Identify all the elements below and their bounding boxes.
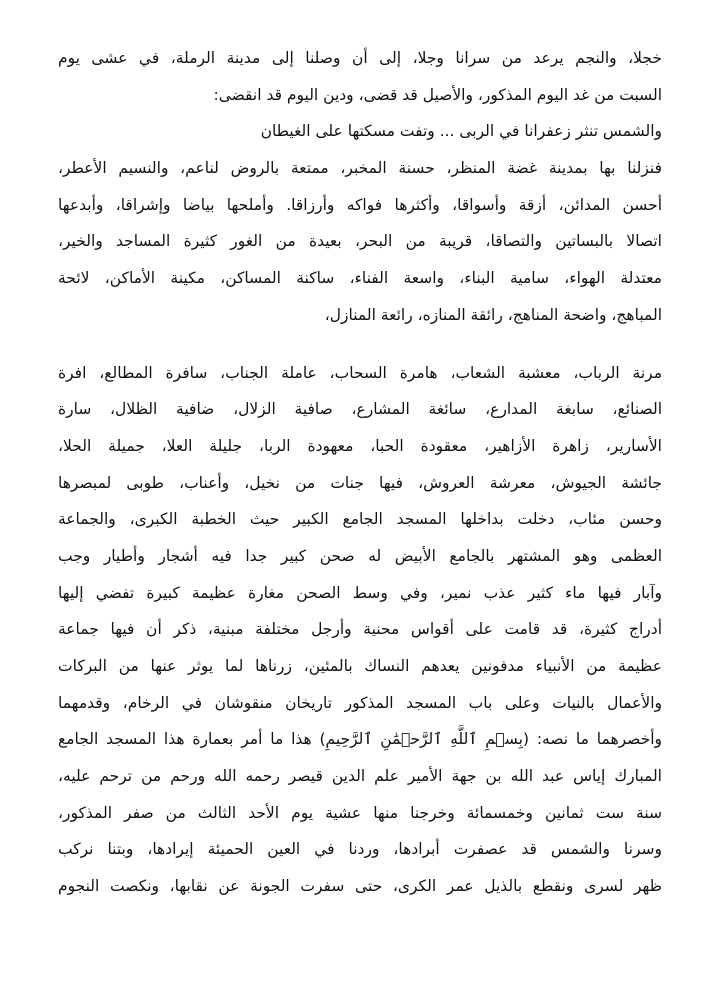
text-line: المبارك إياس عبد الله بن جهة الأمير علم الدين قيصر رحمه الله ورحم من ترحم عليه، bbox=[58, 767, 662, 786]
text-line: ظهر لسرى ونقطع بالذيل عمر الكرى، حتى سفرت الجونة عن نقابها، ونكصت النجوم bbox=[58, 877, 662, 896]
text-line: الأسارير، زاهرة الأزاهير، معقودة الحبا، معهودة الربا، جليلة العلا، جميلة الحلا، bbox=[58, 436, 662, 455]
text-line: جائشة الجيوش، معرشة العروش، فيها جنات من نخيل، وأعناب، طوبى لمبصرها bbox=[58, 473, 662, 492]
text-line: عظيمة من الأنبياء مدفونين يعدهم النساك بالمئين، زرناها لما يوثر عنها من البركات bbox=[58, 657, 662, 675]
paragraph-2 bbox=[58, 355, 662, 905]
text-line: وأخصرهما ما نصه: (بِسۡمِ ٱللَّهِ ٱلرَّحۡمَٰنِ ٱلرَّحِيمِ) هذا ما أمر بعمارة هذا المسجد الجامع bbox=[58, 730, 662, 749]
text-line: مرنة الرباب، معشبة الشعاب، هامرة السحاب، عاملة الجناب، سافرة المطالع، افرة bbox=[58, 363, 662, 382]
text-line: السبت من غد اليوم المذكور، والأصيل قد قضى، ودين اليوم قد انقضى: bbox=[213, 85, 662, 104]
text-line: أحسن المدائن، أزقة وأسواقا، وأكثرها فواكه وأرزاقا. وأملحها بياضا وإشراقا، وأبدعها bbox=[58, 195, 662, 214]
text-line: وآبار فيها ماء كثير عذب نمير، وفي وسط الصحن مغارة عظيمة كبيرة تفضي إليها bbox=[58, 583, 662, 602]
text-line: معتدلة الهواء، سامية البناء، واسعة الفناء، ساكنة المساكن، مكينة الأماكن، لائحة bbox=[58, 269, 662, 288]
paragraph-spacer bbox=[58, 334, 662, 355]
text-line: خجلا، والنجم يرعد من سرانا وجلا، إلى أن وصلنا إلى مدينة الرملة، في عشى يوم bbox=[58, 49, 662, 67]
text-line: وحسن مئاب، دخلت بداخلها المسجد الجامع الكبير حيث الخطبة الكبرى، والجماعة bbox=[58, 510, 662, 529]
text-line: المباهج، واضحة المناهج، رائقة المنازه، رائعة المنازل، bbox=[324, 305, 662, 324]
text-line: الصنائع، سابغة المدارع، سائغة المشارع، صافية الزلال، ضافية الظلال، سارة bbox=[58, 400, 662, 419]
text-line: فنزلنا بها بمدينة غضة المنظر، حسنة المخبر، ممتعة بالروض لناعم، والنسيم الأعطر، bbox=[58, 159, 662, 178]
document-page bbox=[58, 40, 662, 905]
text-line: اتصالا بالبساتين والتصاقا، قريبة من البحر، بعيدة من الغور كثيرة المساجد والخير، bbox=[58, 232, 662, 251]
paragraph-1 bbox=[58, 40, 662, 334]
text-line: وسرنا والشمس قد عصفرت أبرادها، وردنا في العين الحميئة إيرادها، وبتنا نركب bbox=[58, 840, 662, 859]
text-line: أدراج كثيرة، قد قامت على أقواس محنية وأرجل مختلفة مبنية، ذكر أن فيها جماعة bbox=[58, 620, 662, 639]
text-line: والأعمال بالنيات وعلى باب المسجد المذكور تاريخان منقوشان في الرخام، وقدمهما bbox=[58, 693, 662, 712]
verse-line: والشمس تنثر زعفرانا في الربى ... وتفت مسكتها على الغيطان bbox=[260, 122, 662, 141]
text-line: سنة ست ثمانين وخمسمائة وخرجنا منها عشية يوم الأحد الثالث من صفر المذكور، bbox=[58, 803, 662, 822]
text-line: العظمى وهو المشتهر بالجامع الأبيض له صحن كبير جدا فيه أشجار وأطيار وجب bbox=[58, 546, 662, 565]
